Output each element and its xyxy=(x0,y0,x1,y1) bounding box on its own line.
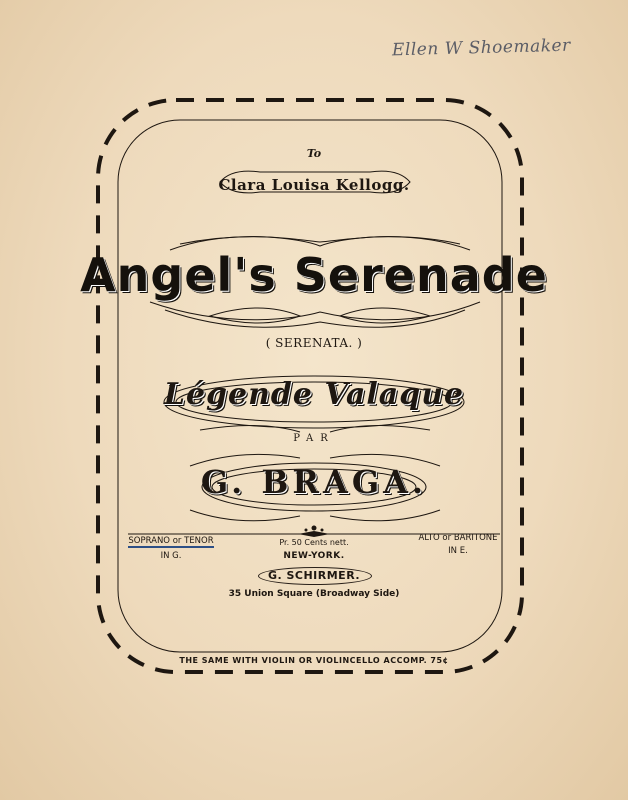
dedication-to: To xyxy=(306,147,322,160)
subtitle-legende: Légende Valaque xyxy=(163,377,465,412)
price: Pr. 50 Cents nett. xyxy=(279,538,349,547)
voice-right-line2: IN E. xyxy=(448,546,468,556)
dedicatee: Clara Louisa Kellogg. xyxy=(218,176,410,194)
par-label: PAR xyxy=(293,433,335,444)
subtitle: ( SERENATA. ) xyxy=(265,336,363,350)
footer-note: THE SAME WITH VIOLIN OR VIOLINCELLO ACCOMP. 75¢ xyxy=(179,656,449,665)
city: NEW-YORK. xyxy=(283,551,345,561)
ornament xyxy=(298,526,330,538)
publisher: G. SCHIRMER. xyxy=(267,569,361,582)
voice-left-line2: IN G. xyxy=(160,551,182,561)
publisher-address: 35 Union Square (Broadway Side) xyxy=(228,589,400,599)
title: Angel's Serenade xyxy=(80,248,548,302)
composer-name: G. BRAGA. xyxy=(200,463,428,501)
voice-left-line1: SOPRANO or TENOR xyxy=(128,536,214,546)
voice-right-line1: ALTO or BARITONE xyxy=(418,533,498,543)
owner-signature: Ellen W Shoemaker xyxy=(391,35,571,61)
